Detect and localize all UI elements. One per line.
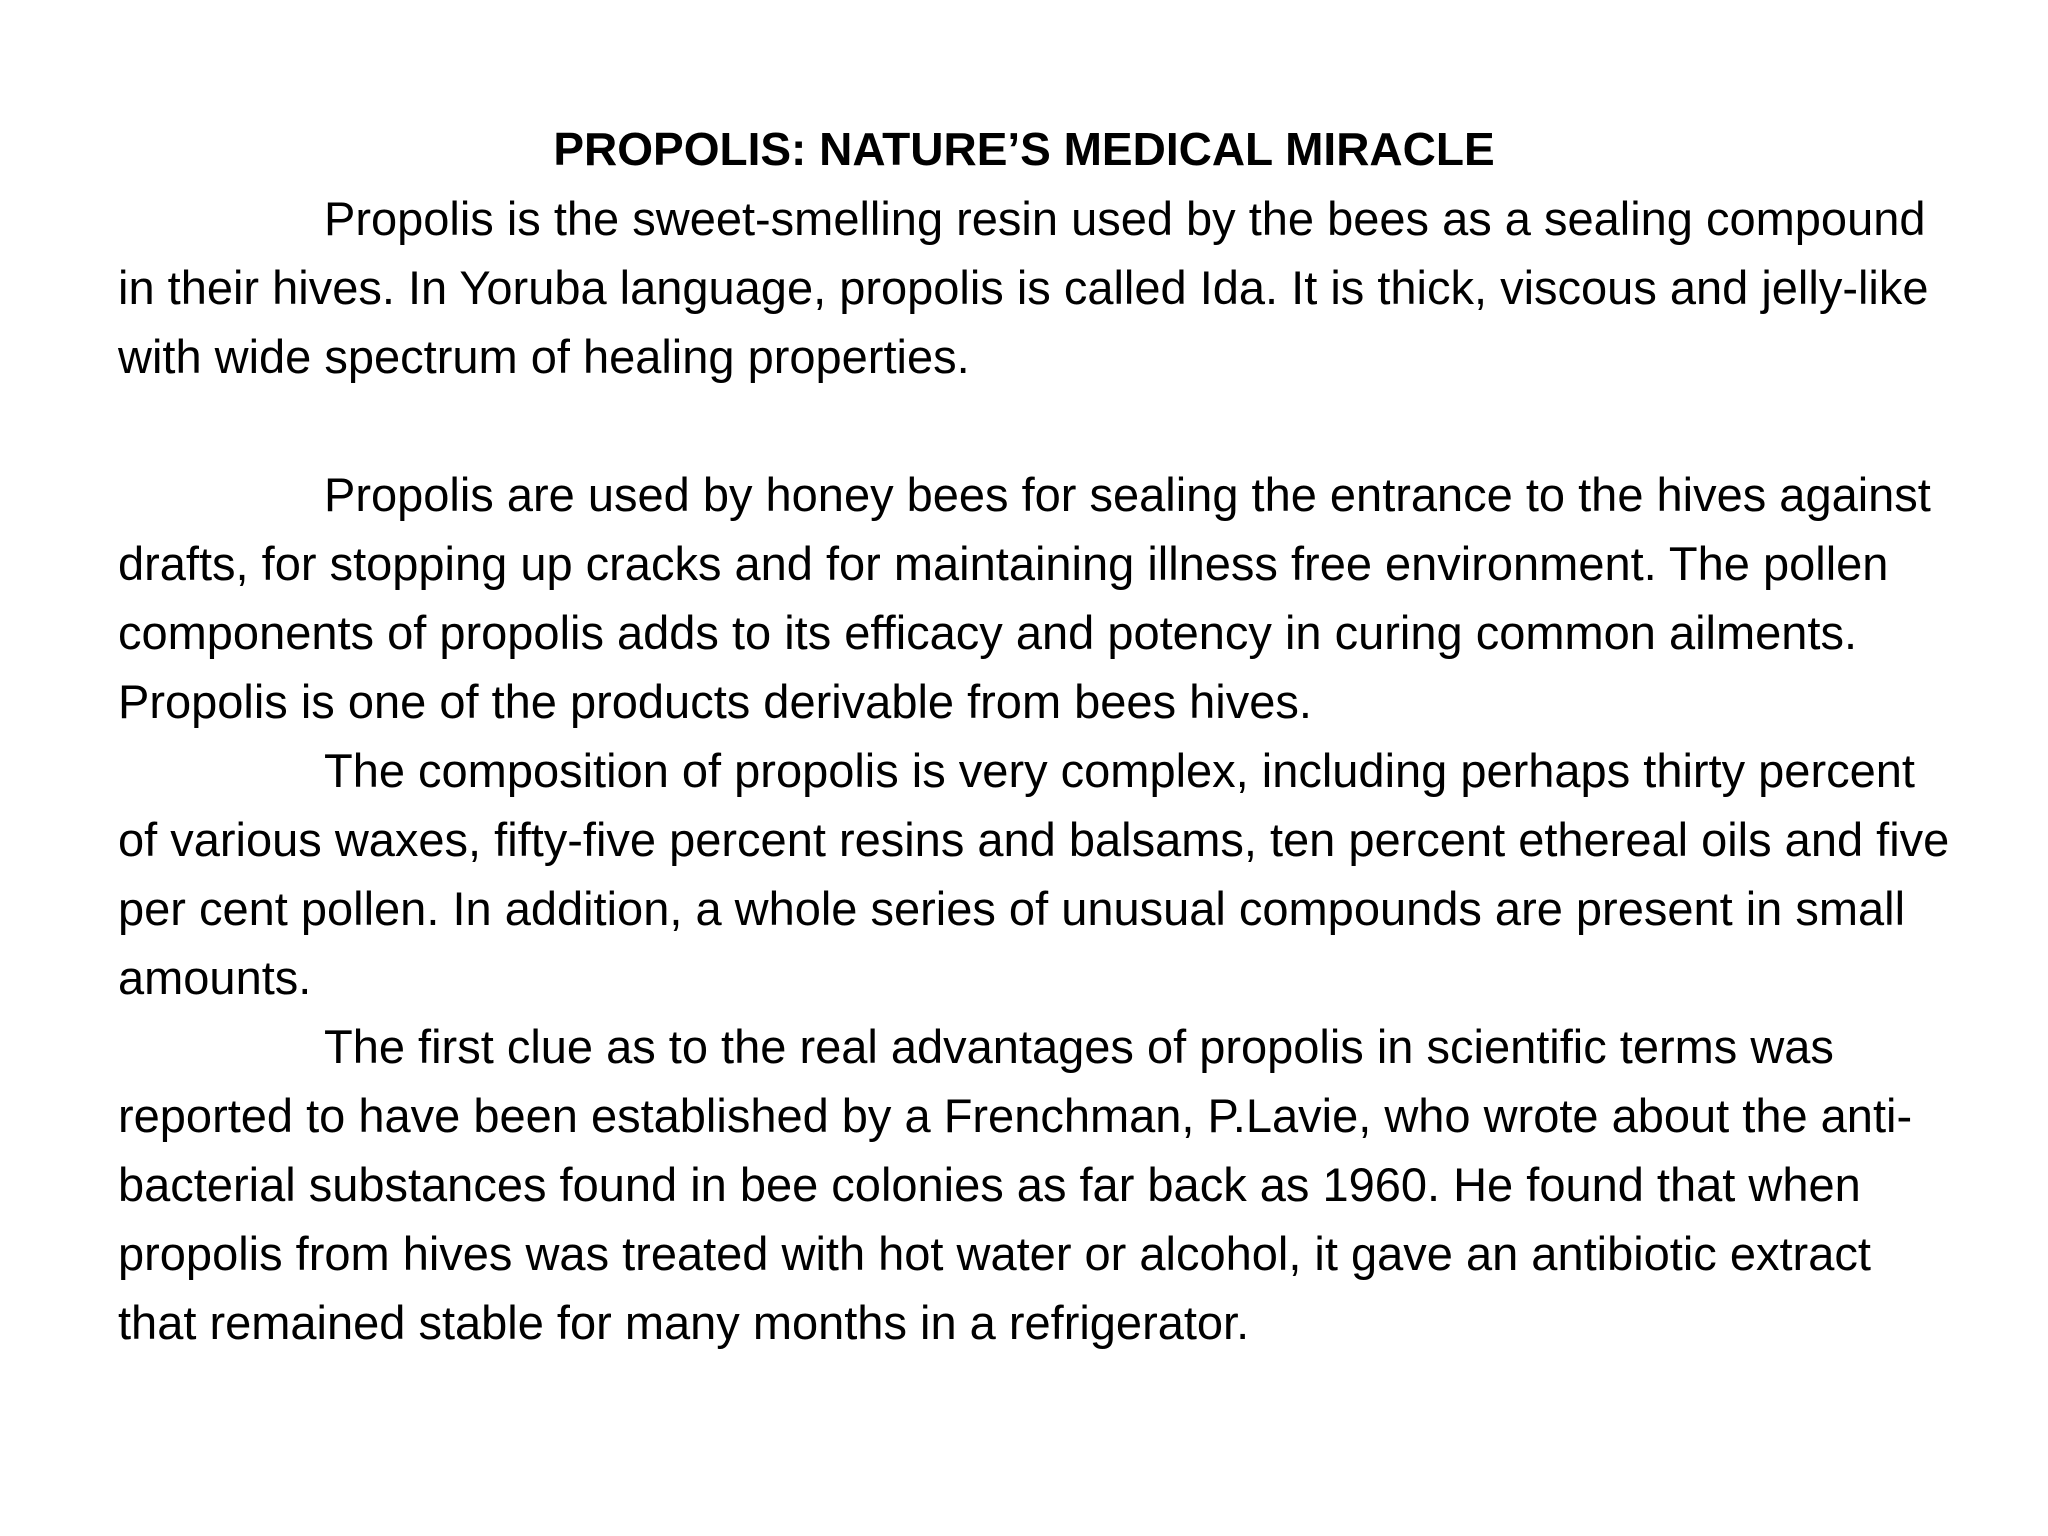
paragraph-uses: Propolis are used by honey bees for sealing the entrance to the hives against drafts, for stopping up cracks and for maintaining illness free environment. The pollen components of propolis adds to its efficacy and potency in curing common ailments. Propolis is one of the products derivable from bees hives. bbox=[118, 468, 1931, 728]
document-title: PROPOLIS: NATURE’S MEDICAL MIRACLE bbox=[553, 123, 1495, 175]
paragraph-composition: The composition of propolis is very complex, including perhaps thirty percent of various waxes, fifty-five percent resins and balsams, ten percent ethereal oils and five per cent pollen. In addition, a whole series of unusual compounds are present in small amounts. bbox=[118, 744, 1950, 1004]
paragraph-definition: Propolis is the sweet-smelling resin used by the bees as a sealing compound in their hives. In Yoruba language, propolis is called Ida. It is thick, viscous and jelly-like with wide spectrum of healing properties. bbox=[118, 192, 1929, 383]
paragraph-history: The first clue as to the real advantages of propolis in scientific terms was reported to have been established by a Frenchman, P.Lavie, who wrote about the anti-bacterial substances found in bee colonies as far back as 1960. He found that when propolis from hives was treated with hot water or alcohol, it gave an antibiotic extract that remained stable for many months in a refrigerator. bbox=[118, 1020, 1913, 1349]
document-body bbox=[118, 184, 1958, 1357]
